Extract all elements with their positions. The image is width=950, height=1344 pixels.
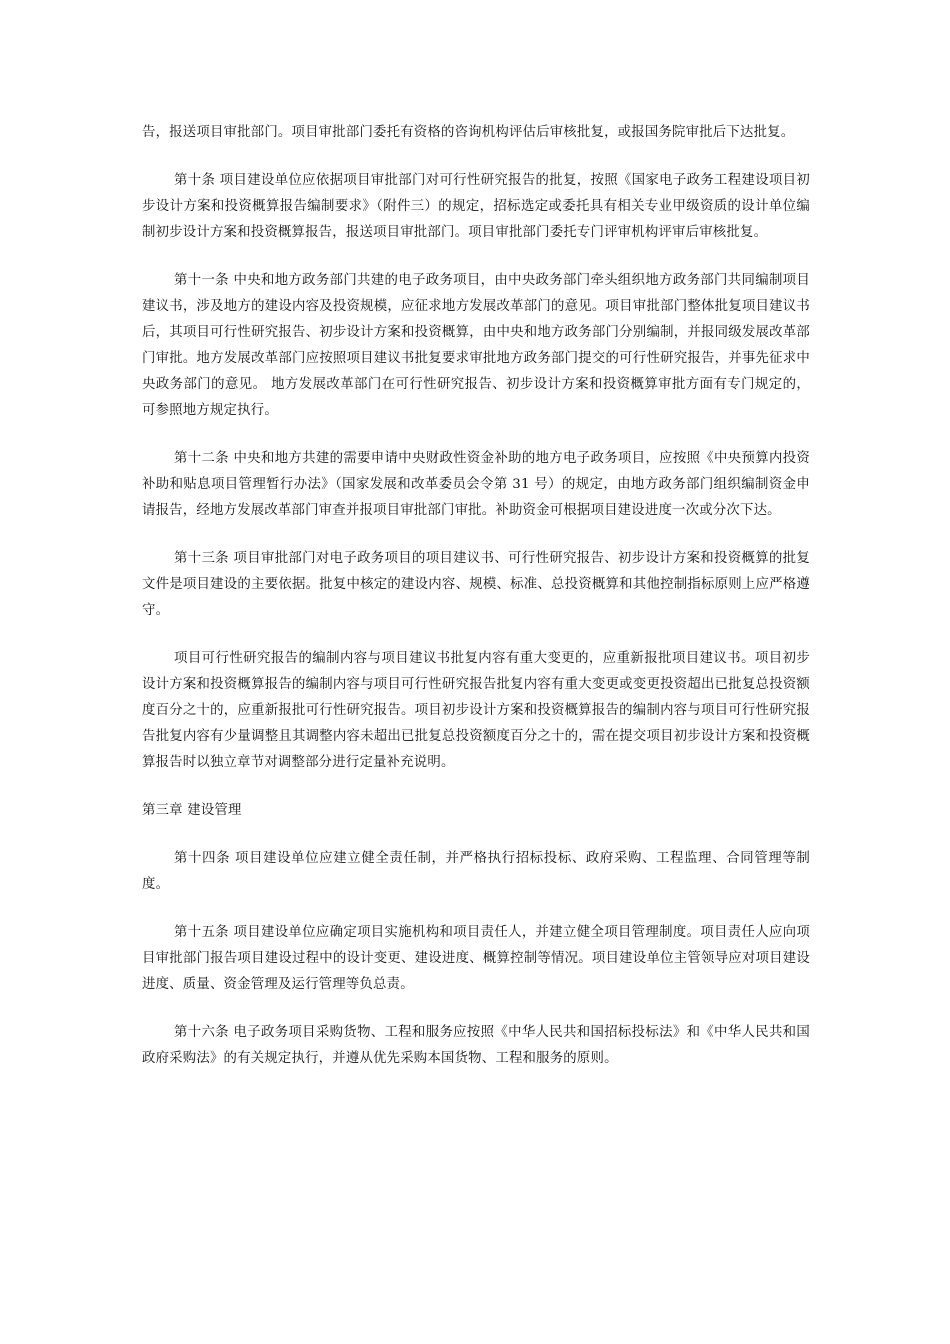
article-10: 第十条 项目建设单位应依据项目审批部门对可行性研究报告的批复，按照《国家电子政务工程建设项目初步设计方案和投资概算报告编制要求》（附件三）的规定，招标选定或委托具有相关专业甲级资质的设计单位编制初步设计方案和投资概算报告，报送项目审批部门。项目审批部门委托专门评审机构评审后审核批复。: [142, 173, 810, 240]
article-13-clause-2: 项目可行性研究报告的编制内容与项目建议书批复内容有重大变更的，应重新报批项目建议书。项目初步设计方案和投资概算报告的编制内容与项目可行性研究报告批复内容有重大变更或变更投资超出已批复总投资额度百分之十的，应重新报批可行性研究报告。项目初步设计方案和投资概算报告的编制内容与项目可行性研究报告批复内容有少量调整且其调整内容未超出已批复总投资额度百分之十的，需在提交项目初步设计方案和投资概算报告时以独立章节对调整部分进行定量补充说明。: [142, 651, 810, 770]
article-14: 第十四条 项目建设单位应建立健全责任制，并严格执行招标投标、政府采购、工程监理、合同管理等制度。: [142, 851, 810, 892]
article-13: 第十三条 项目审批部门对电子政务项目的项目建议书、可行性研究报告、初步设计方案和投资概算的批复文件是项目建设的主要依据。批复中核定的建设内容、规模、标准、总投资概算和其他控制指标原则上应严格遵守。: [142, 551, 810, 618]
chapter-heading: 第三章 建设管理: [142, 803, 242, 818]
article-12: 第十二条 中央和地方共建的需要申请中央财政性资金补助的地方电子政务项目，应按照《中央预算内投资补助和贴息项目管理暂行办法》（国家发展和改革委员会令第 31 号）的规定，由地方政务部门组织编制资金申请报告，经地方发展改革部门审查并报项目审批部门审批。补助资金可根据项目建设进度一次或分次下达。: [142, 451, 810, 518]
article-11: 第十一条 中央和地方政务部门共建的电子政务项目，由中央政务部门牵头组织地方政务部门共同编制项目建议书，涉及地方的建设内容及投资规模，应征求地方发展改革部门的意见。项目审批部门整体批复项目建议书后，其项目可行性研究报告、初步设计方案和投资概算，由中央和地方政务部门分别编制，并报同级发展改革部门审批。地方发展改革部门应按照项目建议书批复要求审批地方政务部门提交的可行性研究报告，并事先征求中央政务部门的意见。 地方发展改革部门在可行性研究报告、初步设计方案和投资概算审批方面有专门规定的，可参照地方规定执行。: [142, 273, 810, 418]
paragraph-1: 告，报送项目审批部门。项目审批部门委托有资格的咨询机构评估后审核批复，或报国务院审批后下达批复。: [142, 125, 795, 140]
article-15: 第十五条 项目建设单位应确定项目实施机构和项目责任人，并建立健全项目管理制度。项目责任人应向项目审批部门报告项目建设过程中的设计变更、建设进度、概算控制等情况。项目建设单位主管领导应对项目建设进度、质量、资金管理及运行管理等负总责。: [142, 925, 810, 992]
article-16: 第十六条 电子政务项目采购货物、工程和服务应按照《中华人民共和国招标投标法》和《中华人民共和国政府采购法》的有关规定执行，并遵从优先采购本国货物、工程和服务的原则。: [142, 1025, 810, 1066]
document-page: [142, 120, 810, 1094]
